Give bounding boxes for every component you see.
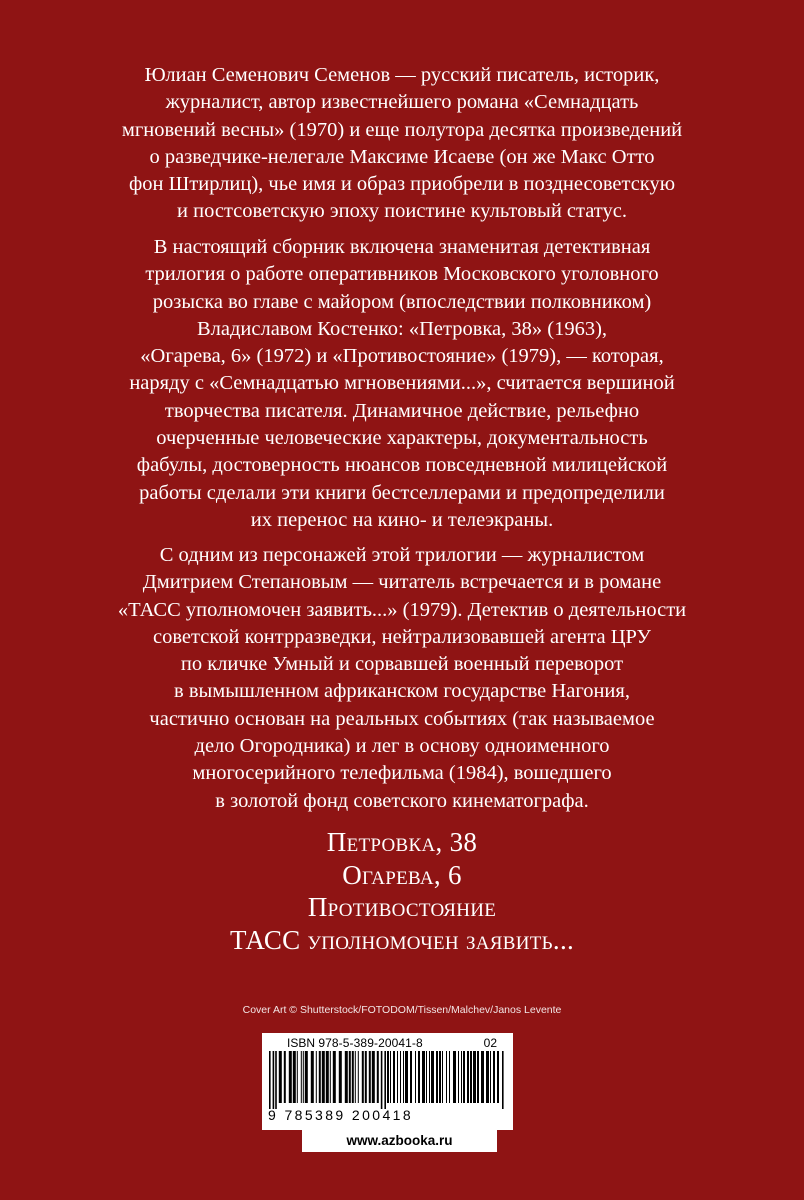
website-url: www.azbooka.ru <box>346 1133 453 1148</box>
barcode-bar <box>352 1051 354 1103</box>
barcode-bar <box>449 1051 450 1103</box>
text-line: в вымышленном африканском государстве Нагония, <box>174 680 630 703</box>
barcode-bar <box>339 1051 342 1103</box>
barcode-bar <box>439 1051 441 1103</box>
barcode-bar <box>293 1051 296 1103</box>
barcode-bar <box>326 1051 329 1103</box>
text-line: многосерийного телефильма (1984), вошедшего <box>192 762 612 785</box>
barcode-bar <box>273 1051 275 1109</box>
text-line: Дмитрием Степановым — читатель встречается и в романе <box>142 571 662 594</box>
text-line: творчества писателя. Динамичное действие, рельефно <box>164 399 640 422</box>
barcode-bar <box>403 1051 404 1103</box>
text-line: трилогия о работе оперативников Московского уголовного <box>145 263 659 286</box>
barcode-bar <box>393 1051 395 1103</box>
trilogy-description-paragraph <box>60 234 744 534</box>
text-line: В настоящий сборник включена знаменитая детективная <box>153 236 651 258</box>
barcode-bar <box>436 1051 438 1103</box>
barcode-bar <box>355 1051 356 1103</box>
barcode-bar <box>481 1051 484 1103</box>
contents-list <box>0 826 804 956</box>
text-line: фон Штирлиц), чье имя и образ приобрели в позднесоветскую <box>128 173 676 196</box>
barcode-bar <box>493 1051 495 1103</box>
barcode-bar <box>289 1051 292 1103</box>
barcode-bar <box>490 1051 491 1103</box>
text-line: советской контрразведки, нейтрализовавшей агента ЦРУ <box>153 625 651 648</box>
barcode-bar <box>345 1051 348 1103</box>
barcode-bar <box>377 1051 379 1103</box>
barcode-bar <box>477 1051 479 1103</box>
tass-novel-paragraph <box>60 542 744 815</box>
text-line: очерченные человеческие характеры, документальность <box>156 427 648 450</box>
title-tass: ТАСС уполномочен заявить... <box>229 924 575 955</box>
barcode-bar <box>333 1051 336 1103</box>
barcode-bar <box>486 1051 489 1103</box>
barcode-bar <box>410 1051 412 1103</box>
text-line: частично основан на реальных событиях (так называемое <box>149 707 655 730</box>
isbn-label <box>287 1036 507 1050</box>
isbn-barcode <box>262 1033 513 1130</box>
barcode-bar <box>330 1051 331 1103</box>
barcode-bar <box>442 1051 443 1103</box>
barcode-bar <box>387 1051 389 1103</box>
barcode-bar <box>429 1051 430 1103</box>
ean-digits: 9 785389 200418 <box>268 1107 413 1123</box>
text-line: их перенос на кино- и телеэкраны. <box>250 508 554 531</box>
text-line: «ТАСС уполномочен заявить...» (1979). Детектив о деятельности <box>117 598 687 621</box>
text-line: фабулы, достоверность нюансов повседневной милицейской <box>136 454 668 477</box>
barcode-bar <box>311 1051 314 1103</box>
barcode-bar <box>381 1051 383 1109</box>
text-line: дело Огородника) и лег в основу одноименного <box>194 735 610 758</box>
barcode-bar <box>453 1051 456 1103</box>
barcode-bar <box>319 1051 321 1103</box>
website-box <box>302 1130 497 1152</box>
barcode-bar <box>422 1051 425 1103</box>
barcode-bar <box>467 1051 469 1103</box>
barcode-bar <box>470 1051 472 1103</box>
barcode-bar <box>390 1051 391 1103</box>
text-line: и постсоветскую эпоху поистине культовый статус. <box>177 200 627 223</box>
title-ogareva-6: Огарева, 6 <box>342 859 462 890</box>
barcode-bar <box>279 1051 282 1103</box>
barcode-bar <box>322 1051 325 1103</box>
author-bio-paragraph <box>60 62 744 226</box>
isbn-prefix: ISBN <box>287 1036 316 1050</box>
barcode-bar <box>426 1051 427 1103</box>
barcode-bar <box>362 1051 364 1103</box>
barcode-bar <box>405 1051 408 1103</box>
barcode-bar <box>372 1051 375 1103</box>
text-line: журналист, автор известнейшего романа «Семнадцать <box>165 91 639 114</box>
text-line: по кличке Умный и сорвавшей военный переворот <box>180 653 624 676</box>
barcode-bar <box>316 1051 317 1103</box>
barcode-bar <box>301 1051 302 1103</box>
barcode-bar <box>400 1051 401 1103</box>
barcode-bar <box>297 1051 298 1103</box>
text-line: о разведчике-нелегале Максиме Исаеве (он же Макс Отто <box>149 145 655 168</box>
text-line: розыска во главе с майором (впоследствии полковником) <box>152 290 652 313</box>
barcode-bars <box>268 1051 506 1109</box>
barcode-bar <box>349 1051 351 1103</box>
title-petrovka-38: Петровка, 38 <box>326 827 478 857</box>
text-line: в золотой фонд советского кинематографа. <box>215 789 589 812</box>
text-line: работы сделали эти книги бестселлерами и предопределили <box>139 481 665 504</box>
barcode-bar <box>446 1051 447 1103</box>
title-protivostoyanie: Противостояние <box>307 892 497 923</box>
barcode-bar <box>305 1051 308 1103</box>
barcode-bar <box>415 1051 416 1103</box>
barcode-bar <box>497 1051 499 1103</box>
barcode-bar <box>461 1051 462 1103</box>
barcode-bar <box>303 1051 304 1103</box>
barcode-bar <box>284 1051 286 1103</box>
barcode-bar <box>365 1051 367 1103</box>
barcode-bar <box>397 1051 398 1103</box>
text-line: С одним из персонажей этой трилогии — журналистом <box>159 544 645 566</box>
barcode-bar <box>269 1051 271 1109</box>
barcode-bar <box>431 1051 434 1103</box>
barcode-bar <box>458 1051 459 1103</box>
text-line: Владиславом Костенко: «Петровка, 38» (1963), <box>196 317 608 340</box>
text-line: «Огарева, 6» (1972) и «Противостояние» (1979), — которая, <box>140 345 664 368</box>
isbn-number: 978-5-389-20041-8 <box>318 1036 423 1050</box>
barcode-bar <box>369 1051 371 1103</box>
barcode-bar <box>418 1051 420 1103</box>
text-line: мгновений весны» (1970) и еще полутора десятка произведений <box>121 118 683 141</box>
cover-art-credit: Cover Art © Shutterstock/FOTODOM/Tissen/Malchev/Janos Levente <box>242 1004 562 1016</box>
text-line: Юлиан Семенович Семенов — русский писатель, историк, <box>144 64 660 86</box>
barcode-bar <box>275 1051 277 1109</box>
text-line: наряду с «Семнадцатью мгновениями...», считается вершиной <box>129 372 675 395</box>
barcode-bar <box>384 1051 386 1109</box>
barcode-addon: 02 <box>483 1036 497 1050</box>
barcode-bar <box>463 1051 465 1103</box>
barcode-bar <box>358 1051 359 1103</box>
barcode-bar <box>502 1051 504 1109</box>
barcode-bar <box>473 1051 476 1103</box>
